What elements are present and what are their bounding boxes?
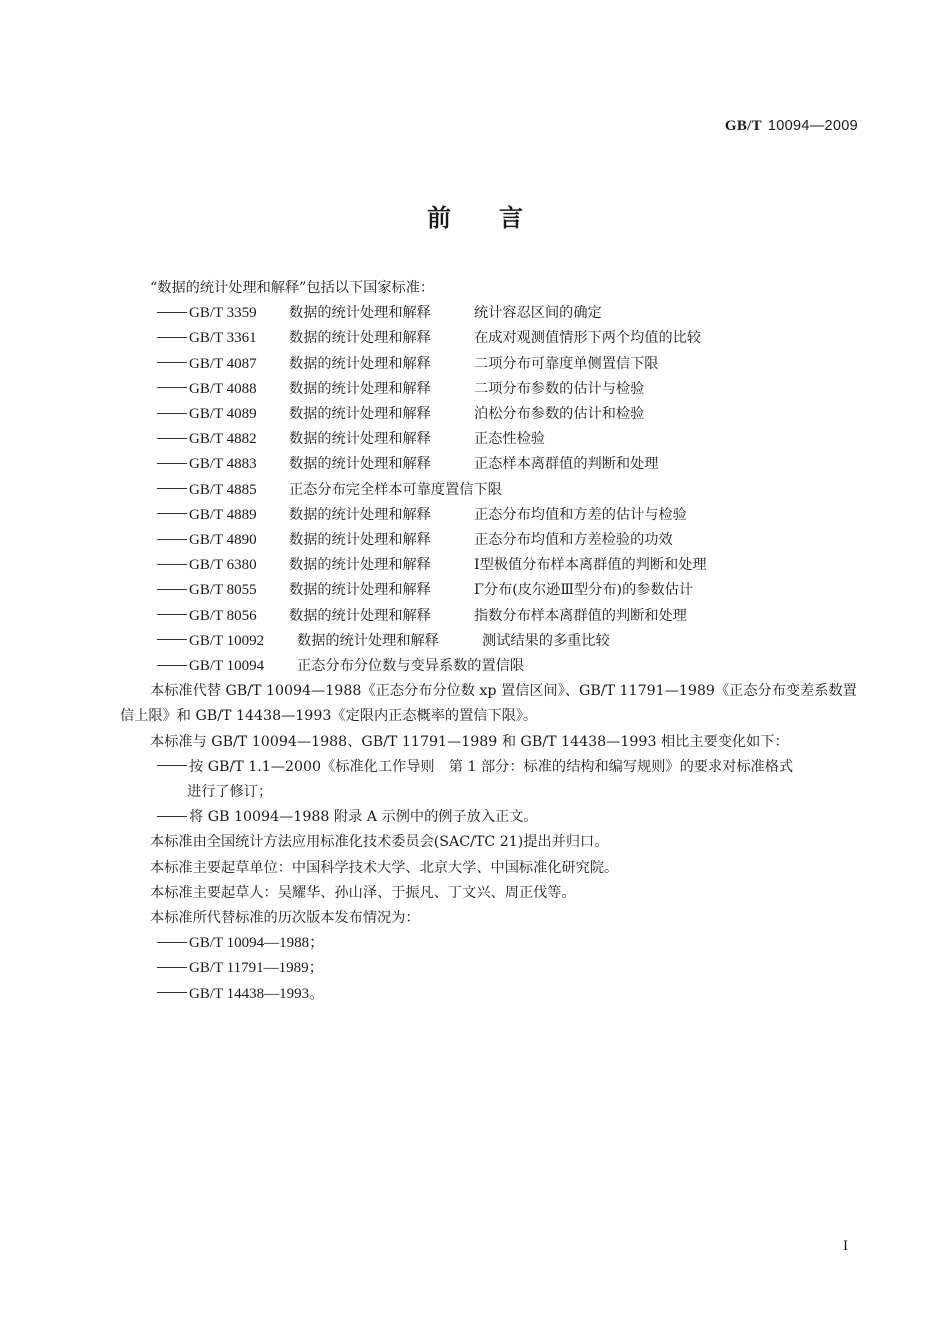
standard-name: 测试结果的多重比较 — [482, 632, 610, 649]
em-dash-icon — [157, 438, 187, 439]
em-dash-icon — [157, 942, 187, 943]
series-name: 数据的统计处理和解释 — [289, 607, 431, 624]
standard-code: GB/T 3361 — [189, 330, 257, 347]
drafting-units: 本标准主要起草单位：中国科学技术大学、北京大学、中国标准化研究院。 — [150, 859, 619, 876]
list-item — [120, 553, 862, 578]
em-dash-icon — [157, 312, 187, 313]
em-dash-icon — [157, 337, 187, 338]
standard-number: 10094—2009 — [767, 118, 858, 134]
list-item — [120, 755, 862, 780]
proposed-by: 本标准由全国统计方法应用标准化技术委员会(SAC/TC 21)提出并归口。 — [150, 834, 609, 851]
list-item — [120, 352, 862, 377]
standard-name: 正态分布均值和方差检验的功效 — [474, 532, 673, 549]
standard-code: GB/T 4089 — [189, 406, 257, 423]
standard-code: GB/T 3359 — [189, 305, 257, 322]
history-version: GB/T 11791—1989； — [189, 960, 324, 977]
list-item — [120, 629, 862, 654]
series-name: 数据的统计处理和解释 — [289, 330, 431, 347]
em-dash-icon — [157, 589, 187, 590]
em-dash-icon — [157, 564, 187, 565]
standard-name: Γ分布(皮尔逊Ⅲ型分布)的参数估计 — [474, 582, 694, 599]
em-dash-icon — [157, 665, 187, 666]
list-item — [120, 578, 862, 603]
standard-code: GB/T 4088 — [189, 380, 257, 397]
em-dash-icon — [157, 488, 187, 489]
list-item — [120, 301, 862, 326]
list-item — [120, 478, 862, 503]
history-version: GB/T 10094—1988； — [189, 935, 325, 952]
replaces-paragraph: 本标准代替 GB/T 10094—1988《正态分布分位数 xp 置信区间》、GB/T 11791—1989《正态分布变差系数置信上限》和 GB/T 14438—1993《定限内正态概率的置信下限》。 — [120, 683, 857, 725]
standard-name: 指数分布样本离群值的判断和处理 — [474, 607, 687, 624]
em-dash-icon — [157, 362, 187, 363]
standard-name: 二项分布参数的估计与检验 — [474, 380, 645, 397]
change-continuation: 进行了修订； — [187, 784, 273, 801]
change-text: 将 GB 10094—1988 附录 A 示例中的例子放入正文。 — [189, 809, 538, 826]
list-item — [120, 402, 862, 427]
em-dash-icon — [157, 639, 187, 640]
history-intro: 本标准所代替标准的历次版本发布情况为： — [150, 910, 420, 927]
changes-list — [120, 755, 862, 831]
standard-name: 正态分布分位数与变异系数的置信限 — [297, 658, 525, 675]
list-item — [120, 528, 862, 553]
em-dash-icon — [157, 614, 187, 615]
em-dash-icon — [157, 539, 187, 540]
series-name: 数据的统计处理和解释 — [289, 582, 431, 599]
series-name: 数据的统计处理和解释 — [289, 506, 431, 523]
standard-name: 在成对观测值情形下两个均值的比较 — [474, 330, 702, 347]
list-item — [120, 326, 862, 351]
history-version: GB/T 14438—1993。 — [189, 985, 325, 1002]
em-dash-icon — [157, 387, 187, 388]
changes-intro: 本标准与 GB/T 10094—1988、GB/T 11791—1989 和 GB/T 14438—1993 相比主要变化如下： — [150, 733, 789, 750]
series-name: 数据的统计处理和解释 — [289, 355, 431, 372]
series-intro: “数据的统计处理和解释”包括以下国家标准： — [150, 280, 435, 296]
standard-name: 二项分布可靠度单侧置信下限 — [474, 355, 659, 372]
list-item — [120, 654, 862, 679]
drafters: 本标准主要起草人：吴耀华、孙山泽、于振凡、丁文兴、周正伐等。 — [150, 884, 576, 901]
standard-prefix: GB/T — [724, 118, 762, 134]
standard-name: 正态分布均值和方差的估计与检验 — [474, 506, 687, 523]
series-name: 数据的统计处理和解释 — [289, 305, 431, 322]
standard-name: 正态样本离群值的判断和处理 — [474, 456, 659, 473]
standard-code: GB/T 4890 — [189, 532, 257, 549]
standard-code: GB/T 4883 — [189, 456, 257, 473]
series-name: 数据的统计处理和解释 — [289, 532, 431, 549]
standard-code: GB/T 4882 — [189, 431, 257, 448]
series-name: 数据的统计处理和解释 — [289, 406, 431, 423]
standard-code: GB/T 4087 — [189, 355, 257, 372]
list-item — [120, 982, 862, 1007]
standard-code: GB/T 4885 — [189, 481, 257, 498]
list-item — [120, 956, 862, 981]
page-number: I — [843, 1238, 848, 1254]
list-item — [120, 604, 862, 629]
series-name: 数据的统计处理和解释 — [289, 557, 431, 574]
list-item — [120, 452, 862, 477]
page-title: 前言 — [427, 204, 571, 232]
list-item — [120, 931, 862, 956]
em-dash-icon — [157, 513, 187, 514]
standard-name: 泊松分布参数的估计和检验 — [474, 406, 645, 423]
em-dash-icon — [157, 463, 187, 464]
standard-code: GB/T 10094 — [189, 658, 265, 675]
em-dash-icon — [157, 992, 187, 993]
standard-code: GB/T 4889 — [189, 506, 257, 523]
standard-name: Ⅰ型极值分布样本离群值的判断和处理 — [474, 557, 707, 574]
em-dash-icon — [157, 967, 187, 968]
standard-name: 正态性检验 — [474, 431, 545, 448]
series-name: 数据的统计处理和解释 — [289, 380, 431, 397]
standard-code: GB/T 8055 — [189, 582, 257, 599]
list-item — [120, 427, 862, 452]
series-name: 数据的统计处理和解释 — [289, 431, 431, 448]
list-item — [120, 805, 862, 830]
standard-code-header — [725, 118, 858, 135]
standard-code: GB/T 6380 — [189, 557, 257, 574]
list-item — [120, 503, 862, 528]
standard-name: 正态分布完全样本可靠度置信下限 — [289, 481, 502, 498]
em-dash-icon — [157, 765, 187, 766]
foreword-body — [120, 276, 862, 1007]
series-name: 数据的统计处理和解释 — [289, 456, 431, 473]
standard-code: GB/T 8056 — [189, 607, 257, 624]
series-name: 数据的统计处理和解释 — [297, 632, 439, 649]
list-item — [120, 377, 862, 402]
em-dash-icon — [157, 816, 187, 817]
standard-name: 统计容忍区间的确定 — [474, 305, 602, 322]
change-text: 按 GB/T 1.1—2000《标准化工作导则 第 1 部分：标准的结构和编写规则》的要求对标准格式 — [189, 758, 794, 775]
standard-code: GB/T 10092 — [189, 632, 265, 649]
em-dash-icon — [157, 413, 187, 414]
standards-list — [120, 301, 862, 679]
history-list — [120, 931, 862, 1007]
